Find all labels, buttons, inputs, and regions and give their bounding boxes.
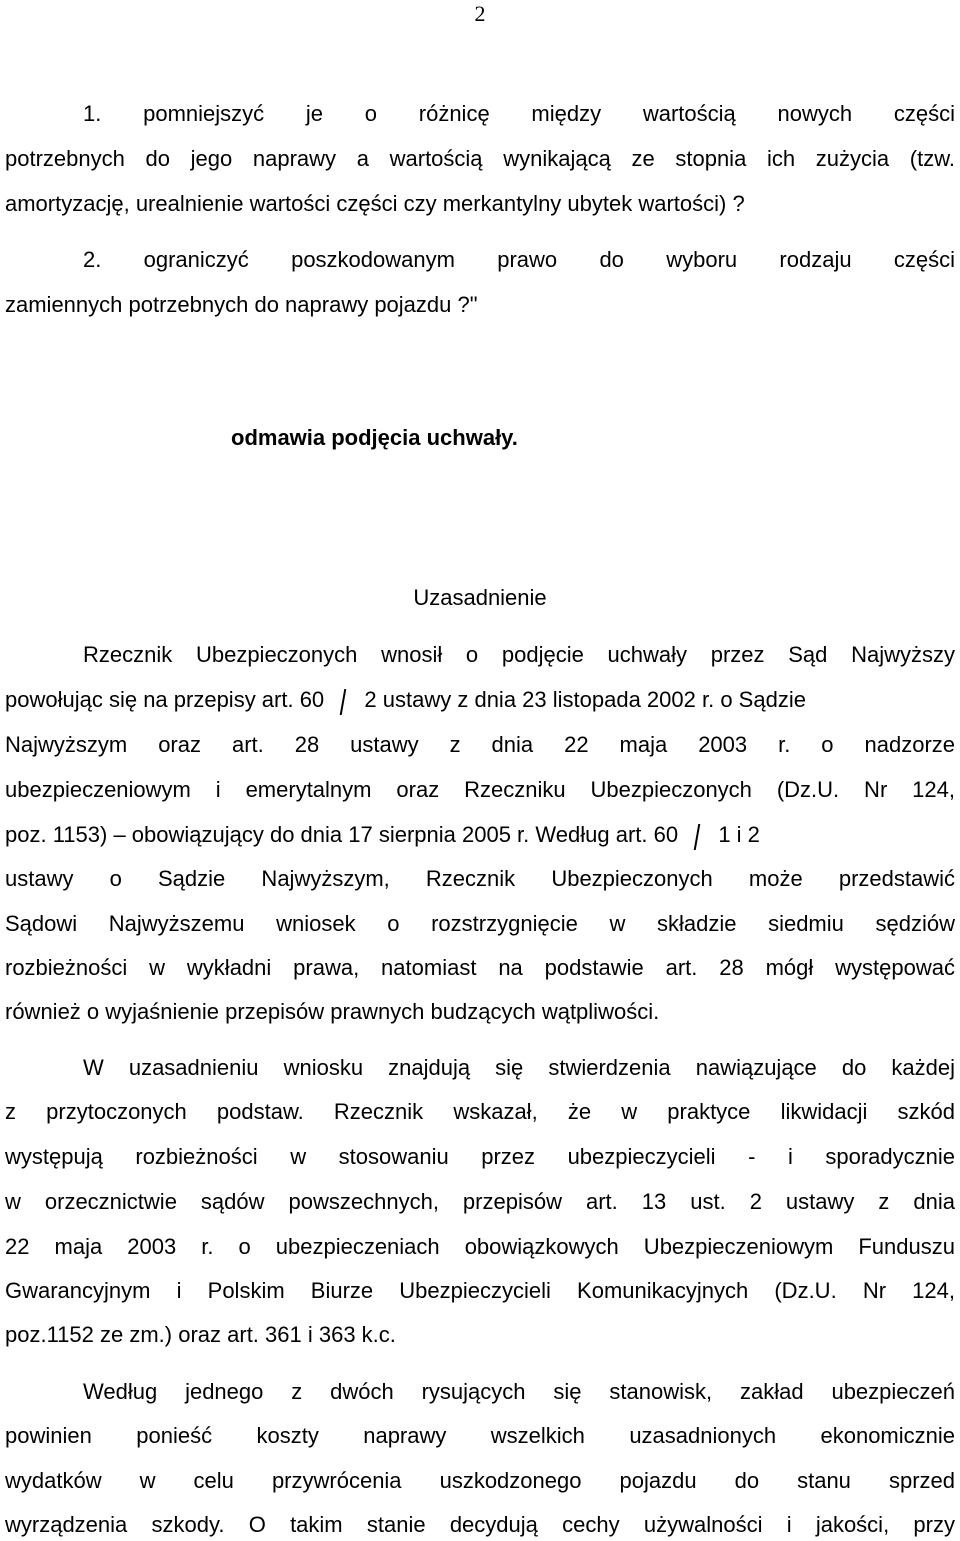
paragraph-3-line-1: Według jednego z dwóch rysujących się stanowisk, zakład ubezpieczeń [83, 1379, 955, 1404]
paragraph-1-line-8: rozbieżności w wykładni prawa, natomiast na podstawie art. 28 mógł występować [5, 955, 955, 980]
paragraph-1-line-5-a: poz. 1153) – obowiązujący do dnia 17 sierpnia 2005 r. Według art. 60 [5, 822, 679, 847]
paragraph-2-line-3: występują rozbieżności w stosowaniu przez ubezpieczycieli - i sporadycznie [5, 1144, 955, 1169]
question-2-line-2: zamiennych potrzebnych do naprawy pojazdu ?" [5, 292, 478, 317]
question-2-line-1: 2. ograniczyć poszkodowanym prawo do wyboru rodzaju części [83, 247, 955, 272]
page-number: 2 [474, 1, 486, 26]
paragraph-3-line-4: wyrządzenia szkody. O takim stanie decydują cechy używalności i jakości, przy [5, 1512, 955, 1537]
paragraph-2-line-1: W uzasadnieniu wniosku znajdują się stwierdzenia nawiązujące do każdej [83, 1055, 955, 1080]
paragraph-1-line-2-a: powołując się na przepisy art. 60 [5, 687, 325, 712]
question-1-line-1: 1. pomniejszyć je o różnicę między wartością nowych części [83, 101, 955, 126]
question-1-line-3: amortyzację, urealnienie wartości części czy merkantylny ubytek wartości) ? [5, 191, 745, 216]
paragraph-1-line-5-b: 1 i 2 [718, 822, 760, 847]
section-heading: Uzasadnienie [413, 585, 547, 610]
paragraph-2-line-4: w orzecznictwie sądów powszechnych, przepisów art. 13 ust. 2 ustawy z dnia [5, 1189, 955, 1214]
paragraph-1-line-7: Sądowi Najwyższemu wniosek o rozstrzygnięcie w składzie siedmiu sędziów [5, 911, 955, 936]
paragraph-2-line-2: z przytoczonych podstaw. Rzecznik wskazał, że w praktyce likwidacji szkód [5, 1099, 955, 1124]
paragraph-1-line-4: ubezpieczeniowym i emerytalnym oraz Rzeczniku Ubezpieczonych (Dz.U. Nr 124, [5, 777, 955, 802]
question-1-line-2: potrzebnych do jego naprawy a wartością wynikającą ze stopnia ich zużycia (tzw. [5, 146, 955, 171]
paragraph-1-line-1: Rzecznik Ubezpieczonych wnosił o podjęcie uchwały przez Sąd Najwyższy [83, 642, 955, 667]
paragraph-1-line-6: ustawy o Sądzie Najwyższym, Rzecznik Ubezpieczonych może przedstawić [5, 866, 955, 891]
paragraph-2-line-6: Gwarancyjnym i Polskim Biurze Ubezpieczycieli Komunikacyjnych (Dz.U. Nr 124, [5, 1278, 955, 1303]
paragraph-1-line-5 [5, 820, 955, 850]
paragraph-2-line-5: 22 maja 2003 r. o ubezpieczeniach obowiązkowych Ubezpieczeniowym Funduszu [5, 1234, 955, 1259]
paragraph-1-line-2-b: 2 ustawy z dnia 23 listopada 2002 r. o Sądzie [364, 687, 806, 712]
ruling: odmawia podjęcia uchwały. [231, 425, 518, 450]
paragraph-3-line-2: powinien ponieść koszty naprawy wszelkich uzasadnionych ekonomicznie [5, 1423, 955, 1448]
paragraph-2-line-7: poz.1152 ze zm.) oraz art. 361 i 363 k.c. [5, 1322, 396, 1347]
paragraph-1-line-3: Najwyższym oraz art. 28 ustawy z dnia 22 maja 2003 r. o nadzorze [5, 732, 955, 757]
paragraph-3-line-3: wydatków w celu przywrócenia uszkodzonego pojazdu do stanu sprzed [5, 1468, 955, 1493]
paragraph-1-line-9: również o wyjaśnienie przepisów prawnych budzących wątpliwości. [5, 999, 660, 1024]
paragraph-1-line-2 [5, 685, 955, 715]
